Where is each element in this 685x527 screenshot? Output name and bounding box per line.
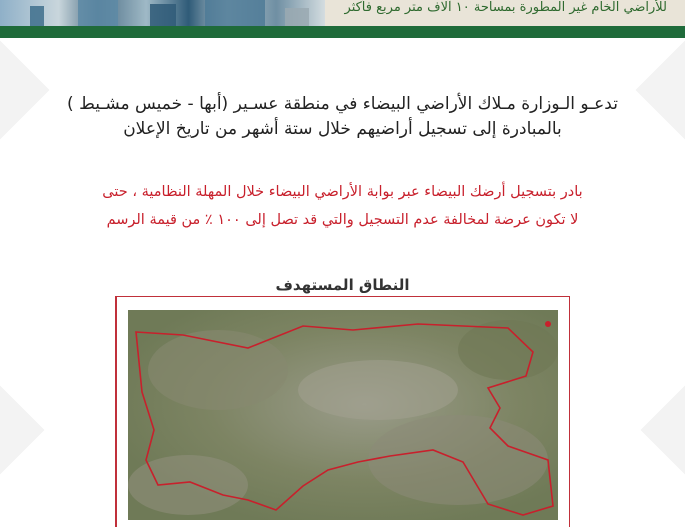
announcement-text <box>20 92 665 142</box>
location-marker-icon <box>545 321 551 327</box>
decorative-shape <box>641 381 685 480</box>
top-banner <box>0 0 685 26</box>
decorative-shape <box>0 381 44 480</box>
city-skyline-photo <box>0 0 325 26</box>
announcement-line-2: بالمبادرة إلى تسجيل أراضيهم خلال ستة أشهر من تاريخ الإعلان <box>123 119 562 139</box>
warning-text <box>20 178 665 234</box>
announcement-line-1: تدعـو الـوزارة مـلاك الأراضي البيضاء في منطقة عسـير (أبها - خميس مشـيط ) <box>67 94 618 114</box>
satellite-map-image <box>128 310 558 520</box>
green-header-bar <box>0 26 685 38</box>
warning-line-2: لا تكون عرضة لمخالفة عدم التسجيل والتي قد تصل إلى ١٠٠ ٪ من قيمة الرسم <box>106 212 579 228</box>
map-heading: النطاق المستهدف <box>275 276 410 294</box>
warning-line-1: بادر بتسجيل أرضك البيضاء عبر بوابة الأراضي البيضاء خلال المهلة النظامية ، حتى <box>102 184 583 200</box>
banner-text: للأراضي الخام غير المطورة بمساحة ١٠ آلاف متر مربع فأكثر <box>344 0 667 15</box>
target-area-map <box>128 310 558 520</box>
